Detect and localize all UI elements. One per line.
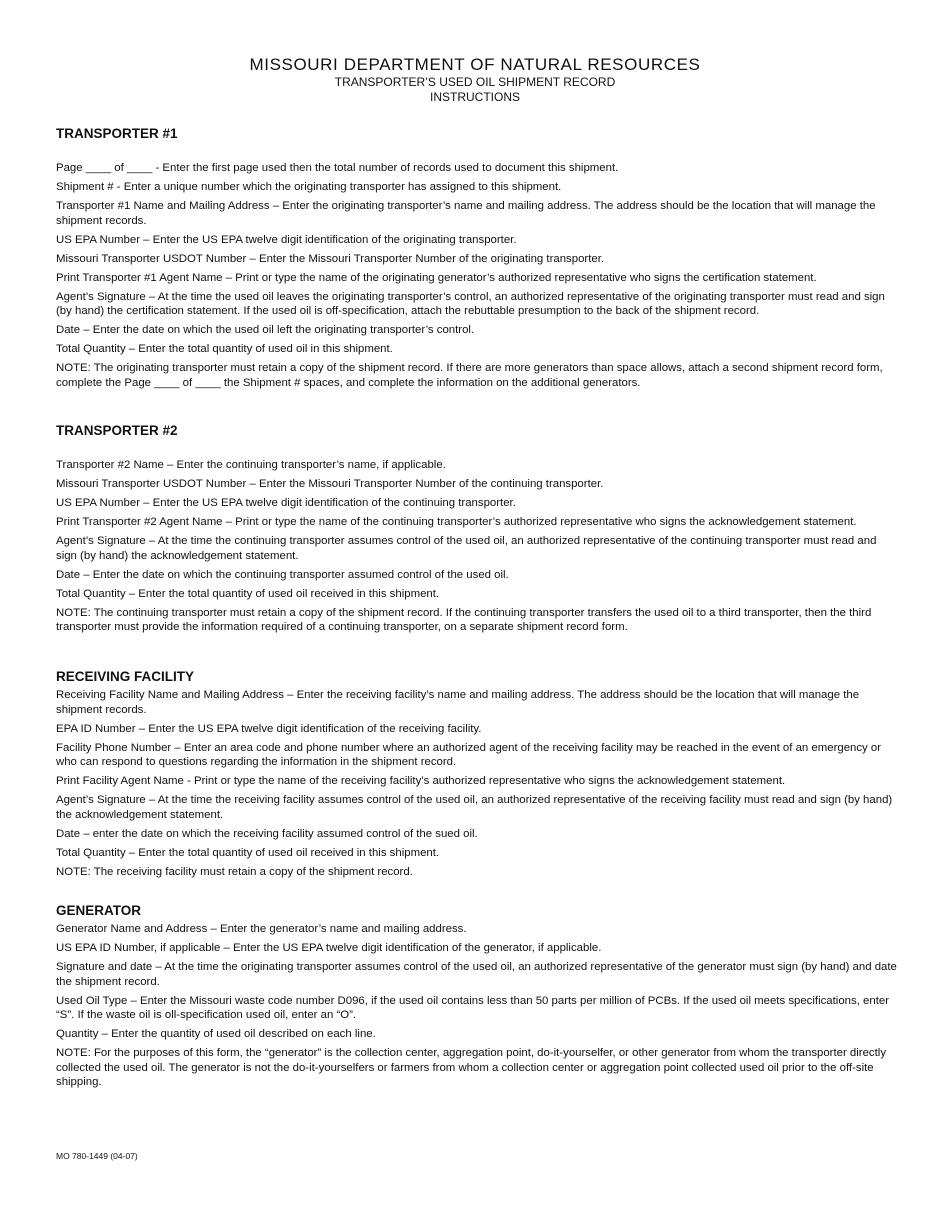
- instruction-item: Date – enter the date on which the receiving facility assumed control of the sued oil.: [56, 827, 478, 840]
- instruction-item: Agent’s Signature – At the time the receiving facility assumes control of the used oil, an authorized representative of the receiving facility must read and sign (by hand) the acknowledgement statement.: [56, 794, 893, 821]
- instruction-item: Print Transporter #2 Agent Name – Print or type the name of the continuing transporter’s authorized representative who signs the acknowledgement statement.: [56, 516, 857, 528]
- instruction-item: Total Quantity – Enter the total quantity of used oil received in this shipment.: [56, 587, 440, 600]
- department-name: MISSOURI DEPARTMENT OF NATURAL RESOURCES: [249, 55, 701, 74]
- instruction-item: Shipment # - Enter a unique number which the originating transporter has assigned to this shipment.: [56, 181, 562, 193]
- instruction-item: Facility Phone Number – Enter an area code and phone number where an authorized agent of the receiving facility may be reached in the event of an emergency or who can respond to questions regarding the information in the shipment record.: [56, 741, 882, 768]
- instructions-subtitle: INSTRUCTIONS: [430, 90, 520, 104]
- note-item: NOTE: The continuing transporter must retain a copy of the shipment record. If the continuing transporter transfers the used oil to a third transporter, then the third transporter must provide the information required of a continuing transporter, on a separate shipment record form.: [56, 606, 872, 633]
- instruction-item: Agent’s Signature – At the time the used oil leaves the originating transporter’s control, an authorized representative of the originating transporter must read and sign (by hand) the certification statement. If the used oil is off-specification, attach the rebuttable presumption to the back of the shipment record.: [56, 290, 885, 317]
- instruction-item: Signature and date – At the time the originating transporter assumes control of the used oil, an authorized representative of the generator must sign (by hand) and date the shipment record.: [56, 961, 897, 988]
- instruction-item: US EPA ID Number, if applicable – Enter the US EPA twelve digit identification of the generator, if applicable.: [56, 942, 602, 954]
- instruction-item: US EPA Number – Enter the US EPA twelve digit identification of the continuing transporter.: [56, 497, 516, 509]
- section-heading: GENERATOR: [56, 903, 142, 918]
- instruction-item: Total Quantity – Enter the total quantity of used oil in this shipment.: [56, 343, 393, 355]
- instruction-item: Date – Enter the date on which the used oil left the originating transporter’s control.: [56, 324, 475, 336]
- note-item: NOTE: The receiving facility must retain a copy of the shipment record.: [56, 865, 413, 878]
- instruction-item: Print Transporter #1 Agent Name – Print or type the name of the originating generator’s authorized representative who signs the certification statement.: [56, 271, 817, 284]
- section-transporter-1: [56, 125, 898, 395]
- instruction-item: Page ____ of ____ - Enter the first page used then the total number of records used to document this shipment.: [56, 162, 619, 174]
- instruction-item: Quantity – Enter the quantity of used oil described on each line.: [56, 1028, 376, 1040]
- instruction-item: Transporter #1 Name and Mailing Address – Enter the originating transporter’s name and mailing address. The address should be the location that will manage the shipment records.: [56, 200, 876, 227]
- instruction-item: Total Quantity – Enter the total quantity of used oil received in this shipment.: [56, 846, 440, 859]
- instruction-item: Generator Name and Address – Enter the generator’s name and mailing address.: [56, 923, 467, 935]
- instruction-item: Missouri Transporter USDOT Number – Enter the Missouri Transporter Number of the originating transporter.: [56, 252, 605, 265]
- instruction-item: US EPA Number – Enter the US EPA twelve digit identification of the originating transporter.: [56, 233, 517, 246]
- instruction-item: Date – Enter the date on which the continuing transporter assumed control of the used oil.: [56, 568, 509, 581]
- document-header: [0, 55, 950, 105]
- section-generator: [56, 902, 898, 1094]
- form-title: TRANSPORTER’S USED OIL SHIPMENT RECORD: [334, 75, 616, 89]
- instruction-item: EPA ID Number – Enter the US EPA twelve digit identification of the receiving facility.: [56, 722, 482, 735]
- section-transporter-2: [56, 422, 898, 639]
- instruction-item: Agent’s Signature – At the time the continuing transporter assumes control of the used oil, an authorized representative of the continuing transporter must read and sign (by hand) the acknowledgement statement.: [56, 535, 877, 562]
- section-heading: RECEIVING FACILITY: [56, 669, 195, 684]
- form-number: MO 780-1449 (04-07): [56, 1151, 138, 1161]
- section-receiving-facility: [56, 668, 898, 884]
- section-heading: TRANSPORTER #1: [56, 126, 178, 141]
- instruction-item: Print Facility Agent Name - Print or type the name of the receiving facility’s authorized representative who signs the acknowledgement statement.: [56, 775, 786, 787]
- note-item: NOTE: The originating transporter must retain a copy of the shipment record. If there are more generators than space allows, attach a second shipment record form, complete the Page ____ of ____ the Shipment # spaces, and complete the information on the additional generators.: [56, 362, 883, 389]
- instruction-item: Used Oil Type – Enter the Missouri waste code number D096, if the used oil contains less than 50 parts per million of PCBs. If the used oil meets specifications, enter “S”. If the waste oil is oll-specification used oil, enter an “O”.: [56, 994, 889, 1021]
- instruction-item: Transporter #2 Name – Enter the continuing transporter’s name, if applicable.: [56, 459, 446, 471]
- instruction-item: Receiving Facility Name and Mailing Address – Enter the receiving facility’s name and mailing address. The address should be the location that will manage the shipment records.: [56, 689, 860, 716]
- section-heading: TRANSPORTER #2: [56, 423, 178, 438]
- instruction-item: Missouri Transporter USDOT Number – Enter the Missouri Transporter Number of the continuing transporter.: [56, 478, 604, 490]
- note-item: NOTE: For the purposes of this form, the “generator” is the collection center, aggregation point, do-it-yourselfer, or other generator from whom the transporter directly collected the used oil. The generator is not the do-it-yourselfers or farmers from whom a collection center or aggregation point collected used oil prior to the off-site shipping.: [56, 1047, 887, 1088]
